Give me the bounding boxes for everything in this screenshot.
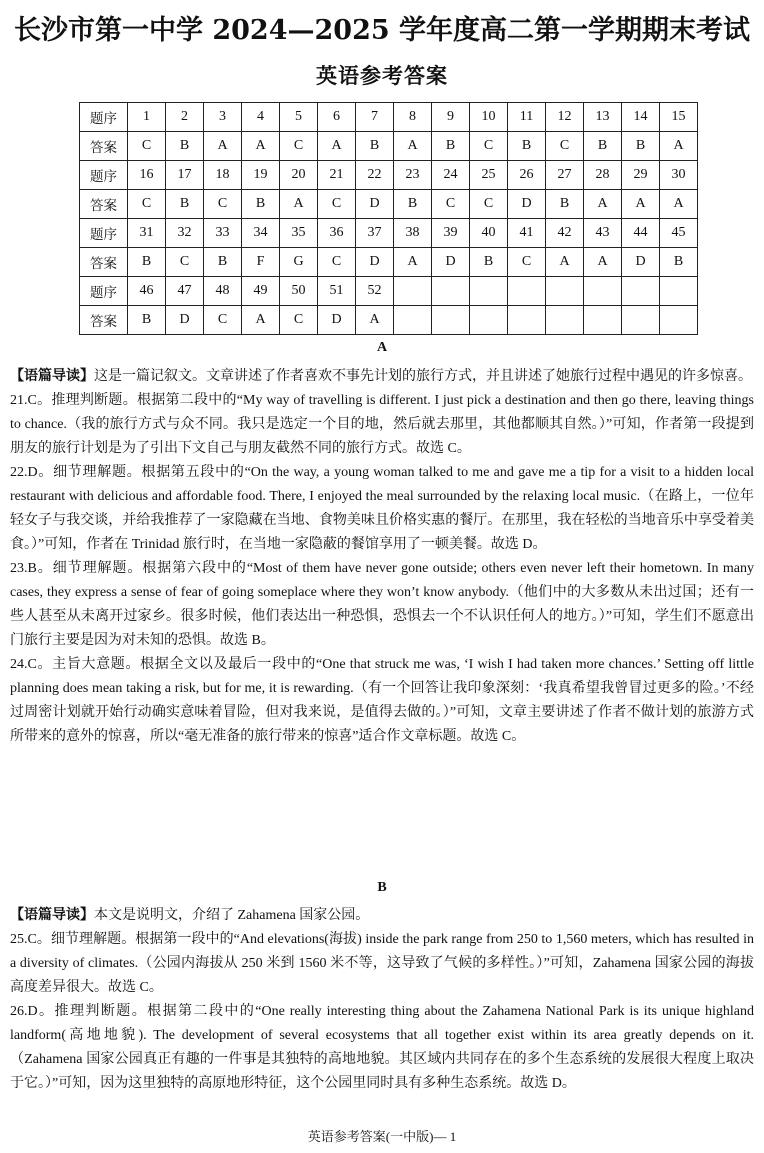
num-cell: 23	[394, 161, 432, 190]
num-cell: 47	[166, 277, 204, 306]
num-cell: 29	[622, 161, 660, 190]
num-cell: 35	[280, 219, 318, 248]
num-cell: 8	[394, 103, 432, 132]
answer-cell: A	[242, 132, 280, 161]
answer-cell	[584, 306, 622, 335]
answer-cell: B	[166, 132, 204, 161]
num-cell: 51	[318, 277, 356, 306]
num-cell: 37	[356, 219, 394, 248]
num-cell: 6	[318, 103, 356, 132]
num-cell: 21	[318, 161, 356, 190]
answer-cell: C	[204, 190, 242, 219]
answer-cell: A	[584, 190, 622, 219]
num-cell: 7	[356, 103, 394, 132]
num-cell	[394, 277, 432, 306]
num-cell	[508, 277, 546, 306]
num-row-label: 题序	[80, 277, 128, 306]
num-cell: 39	[432, 219, 470, 248]
num-cell: 19	[242, 161, 280, 190]
question-26: 26.D。推理判断题。根据第二段中的“One really interesting thing about the Zahamena National Park is its unique highland landform(高地地貌). The development of several ecosystems that all together exist within its area greatly depends on it.（Zahamena 国家公园真正有趣的一件事是其独特的高地地貌。其区域内共同存在的多个生态系统的发展很大程度上取决于它。）”可知，因为这里独特的高原地形特征，这个公园里同时具有多种生态系统。故选 D。	[10, 1004, 754, 1091]
question-21: 21.C。推理判断题。根据第二段中的“My way of travelling is different. I just pick a destination and then go there, leaving things to chance.（我的旅行方式与众不同。我只是选定一个目的地，然后就去那里，其他都顺其自然。）”可知，作者第一段提到朋友的旅行计划是为了引出下文自己与朋友截然不同的旅行方式。故选 C。	[10, 393, 754, 456]
num-row-label: 题序	[80, 161, 128, 190]
answer-row-label: 答案	[80, 132, 128, 161]
answer-cell: A	[280, 190, 318, 219]
num-cell: 1	[128, 103, 166, 132]
num-cell: 30	[660, 161, 698, 190]
num-cell	[546, 277, 584, 306]
num-cell: 12	[546, 103, 584, 132]
answer-cell: C	[204, 306, 242, 335]
section-b-guide	[10, 904, 754, 928]
num-cell: 41	[508, 219, 546, 248]
answer-row-label: 答案	[80, 306, 128, 335]
num-cell: 17	[166, 161, 204, 190]
section-a-label: A	[376, 340, 388, 355]
num-cell: 28	[584, 161, 622, 190]
num-cell	[622, 277, 660, 306]
num-cell: 36	[318, 219, 356, 248]
answer-cell: B	[622, 132, 660, 161]
answer-row	[80, 132, 698, 161]
answer-cell	[470, 306, 508, 335]
num-cell: 15	[660, 103, 698, 132]
answer-cell: A	[546, 248, 584, 277]
num-cell: 48	[204, 277, 242, 306]
answer-row-label: 答案	[80, 248, 128, 277]
num-cell	[584, 277, 622, 306]
num-cell: 38	[394, 219, 432, 248]
num-cell	[432, 277, 470, 306]
answer-cell: A	[394, 248, 432, 277]
num-cell: 4	[242, 103, 280, 132]
page-title: 长沙市第一中学 2024—2025 学年度高二第一学期期末考试	[13, 15, 751, 46]
answer-cell	[546, 306, 584, 335]
num-cell: 32	[166, 219, 204, 248]
answer-table	[79, 102, 698, 335]
num-cell: 45	[660, 219, 698, 248]
num-cell: 14	[622, 103, 660, 132]
answer-cell: C	[508, 248, 546, 277]
num-cell: 44	[622, 219, 660, 248]
num-cell: 11	[508, 103, 546, 132]
answer-row-label: 答案	[80, 190, 128, 219]
guide-text: 本文是说明文，介绍了 Zahamena 国家公园。	[94, 908, 370, 923]
answer-cell: C	[318, 190, 356, 219]
num-row	[80, 103, 698, 132]
answer-cell: A	[204, 132, 242, 161]
num-cell: 49	[242, 277, 280, 306]
answer-cell: B	[508, 132, 546, 161]
section-a-guide	[10, 365, 754, 389]
answer-cell: D	[356, 190, 394, 219]
answer-cell: C	[432, 190, 470, 219]
guide-tag: 【语篇导读】	[10, 908, 94, 923]
num-cell: 46	[128, 277, 166, 306]
answer-cell: A	[356, 306, 394, 335]
answer-cell: A	[394, 132, 432, 161]
answer-cell: D	[356, 248, 394, 277]
answer-cell: G	[280, 248, 318, 277]
answer-cell: D	[622, 248, 660, 277]
num-cell: 18	[204, 161, 242, 190]
num-cell: 2	[166, 103, 204, 132]
answer-cell: D	[318, 306, 356, 335]
answer-cell: B	[660, 248, 698, 277]
answer-cell: C	[128, 132, 166, 161]
num-cell: 27	[546, 161, 584, 190]
answer-cell: B	[128, 248, 166, 277]
num-cell: 26	[508, 161, 546, 190]
answer-cell: A	[622, 190, 660, 219]
page-footer: 英语参考答案(一中版)— 1	[307, 1129, 457, 1144]
num-cell: 31	[128, 219, 166, 248]
answer-cell: B	[394, 190, 432, 219]
num-cell: 50	[280, 277, 318, 306]
answer-cell: C	[128, 190, 166, 219]
answer-cell: B	[432, 132, 470, 161]
num-cell: 25	[470, 161, 508, 190]
num-cell	[660, 277, 698, 306]
num-cell: 40	[470, 219, 508, 248]
question-22: 22.D。细节理解题。根据第五段中的“On the way, a young woman talked to me and gave me a tip for a visit to a hidden local restaurant with delicious and affordable food. There, I enjoyed the meal surrounded by the relaxing local music.（在路上，一位年轻女子与我交谈，并给我推荐了一家隐藏在当地、食物美味且价格实惠的餐厅。在那里，我在轻松的当地音乐中享受着美食。）”可知，作者在 Trinidad 旅行时，在当地一家隐蔽的餐馆享用了一顿美餐。故选 D。	[10, 465, 754, 552]
num-cell: 10	[470, 103, 508, 132]
page-subtitle: 英语参考答案	[316, 63, 448, 88]
num-row	[80, 161, 698, 190]
answer-cell: D	[432, 248, 470, 277]
answer-cell: C	[280, 306, 318, 335]
section-b-label: B	[377, 880, 387, 895]
answer-cell: C	[470, 190, 508, 219]
guide-text: 这是一篇记叙文。文章讲述了作者喜欢不事先计划的旅行方式，并且讲述了她旅行过程中遇见的许多惊喜。	[94, 369, 752, 384]
num-cell	[470, 277, 508, 306]
answer-cell: A	[584, 248, 622, 277]
question-23: 23.B。细节理解题。根据第六段中的“Most of them have never gone outside; others even never left their hometown. In many cases, they express a sense of fear of going someplace where they won’t know anybody.（他们中的大多数从未出过国；还有一些人甚至从未离开过家乡。很多时候，他们表达出一种恐惧，恐惧去一个不认识任何人的地方。）”可知，学生们不愿意出门旅行主要是因为对未知的恐惧。故选 B。	[10, 561, 754, 648]
answer-cell: A	[318, 132, 356, 161]
answer-cell: C	[166, 248, 204, 277]
num-cell: 20	[280, 161, 318, 190]
num-row-label: 题序	[80, 219, 128, 248]
answer-cell: A	[242, 306, 280, 335]
num-row-label: 题序	[80, 103, 128, 132]
section-a	[10, 365, 754, 749]
answer-cell: B	[356, 132, 394, 161]
num-cell: 22	[356, 161, 394, 190]
answer-row	[80, 248, 698, 277]
num-cell: 33	[204, 219, 242, 248]
answer-cell	[432, 306, 470, 335]
answer-cell: B	[204, 248, 242, 277]
answer-cell: C	[280, 132, 318, 161]
num-row	[80, 277, 698, 306]
answer-cell	[394, 306, 432, 335]
answer-cell	[508, 306, 546, 335]
answer-cell: C	[470, 132, 508, 161]
num-cell: 42	[546, 219, 584, 248]
num-cell: 3	[204, 103, 242, 132]
answer-row	[80, 190, 698, 219]
answer-cell: D	[166, 306, 204, 335]
num-cell: 43	[584, 219, 622, 248]
num-cell: 9	[432, 103, 470, 132]
num-cell: 16	[128, 161, 166, 190]
answer-cell	[622, 306, 660, 335]
question-24: 24.C。主旨大意题。根据全文以及最后一段中的“One that struck me was, ‘I wish I had taken more chances.’ Setting off little planning does mean taking a risk, but for me, it is rewarding.（有一个回答让我印象深刻：‘我真希望我曾冒过更多的险。’不经过周密计划就开始行动确实意味着冒险，但对我来说，是值得去做的。）”可知，文章主要讲述了作者不做计划的旅游方式所带来的意外的惊喜，所以“毫无准备的旅行带来的惊喜”适合作文章标题。故选 C。	[10, 657, 754, 744]
section-b	[10, 904, 754, 1096]
answer-cell: B	[584, 132, 622, 161]
num-row	[80, 219, 698, 248]
answer-cell: B	[128, 306, 166, 335]
answer-cell: C	[546, 132, 584, 161]
question-25: 25.C。细节理解题。根据第一段中的“And elevations(海拔) inside the park range from 250 to 1,560 meters, which has resulted in a diversity of climates.（公园内海拔从 250 米到 1560 米不等，这导致了气候的多样性。）”可知，Zahamena 国家公园的海拔高度差异很大。故选 C。	[10, 932, 754, 995]
num-cell: 24	[432, 161, 470, 190]
num-cell: 13	[584, 103, 622, 132]
answer-row	[80, 306, 698, 335]
answer-cell: F	[242, 248, 280, 277]
answer-cell: D	[508, 190, 546, 219]
answer-cell: A	[660, 190, 698, 219]
answer-cell	[660, 306, 698, 335]
num-cell: 34	[242, 219, 280, 248]
answer-cell: B	[470, 248, 508, 277]
answer-cell: C	[318, 248, 356, 277]
answer-cell: A	[660, 132, 698, 161]
num-cell: 5	[280, 103, 318, 132]
guide-tag: 【语篇导读】	[10, 369, 94, 384]
num-cell: 52	[356, 277, 394, 306]
answer-cell: B	[242, 190, 280, 219]
answer-cell: B	[166, 190, 204, 219]
answer-cell: B	[546, 190, 584, 219]
